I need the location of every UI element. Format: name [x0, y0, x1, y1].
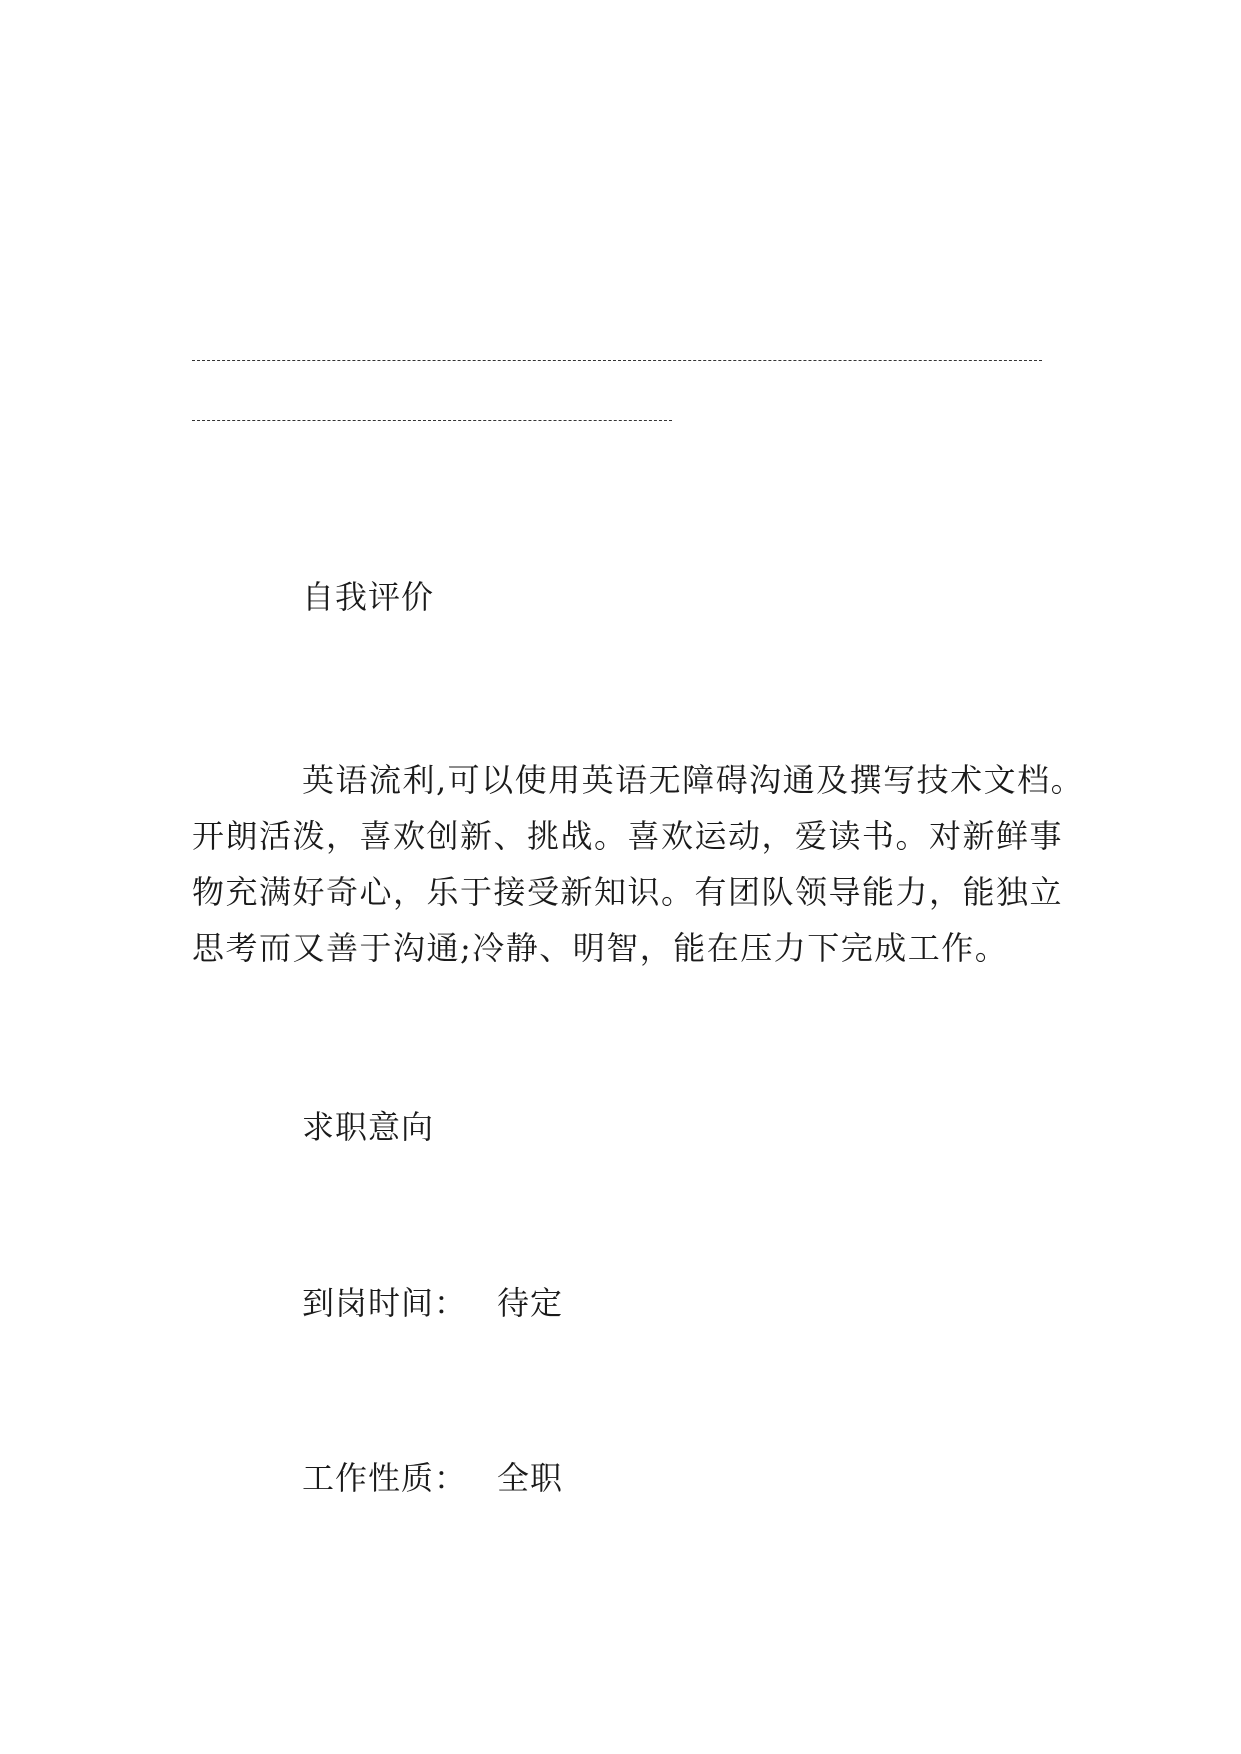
section-title-self-evaluation: 自我评价	[302, 578, 435, 616]
job-nature-row	[302, 1458, 563, 1498]
arrival-time-label: 到岗时间：	[302, 1284, 468, 1322]
paragraph-line: 开朗活泼，喜欢创新、挑战。喜欢运动，爱读书。对新鲜事	[192, 817, 1064, 855]
section-title-job-intention: 求职意向	[302, 1108, 435, 1146]
separator-line	[192, 420, 672, 421]
job-nature-value: 全职	[497, 1459, 564, 1497]
arrival-time-value: 待定	[497, 1284, 564, 1322]
paragraph-line: 英语流利,可以使用英语无障碍沟通及撰写技术文档。	[302, 761, 1085, 799]
separator-line	[192, 360, 1042, 361]
paragraph-line: 思考而又善于沟通;冷静、明智，能在压力下完成工作。	[192, 929, 1009, 967]
arrival-time-row	[302, 1283, 563, 1323]
self-evaluation-paragraph	[192, 752, 1085, 976]
paragraph-line: 物充满好奇心，乐于接受新知识。有团队领导能力，能独立	[192, 873, 1064, 911]
job-nature-label: 工作性质：	[302, 1459, 468, 1497]
